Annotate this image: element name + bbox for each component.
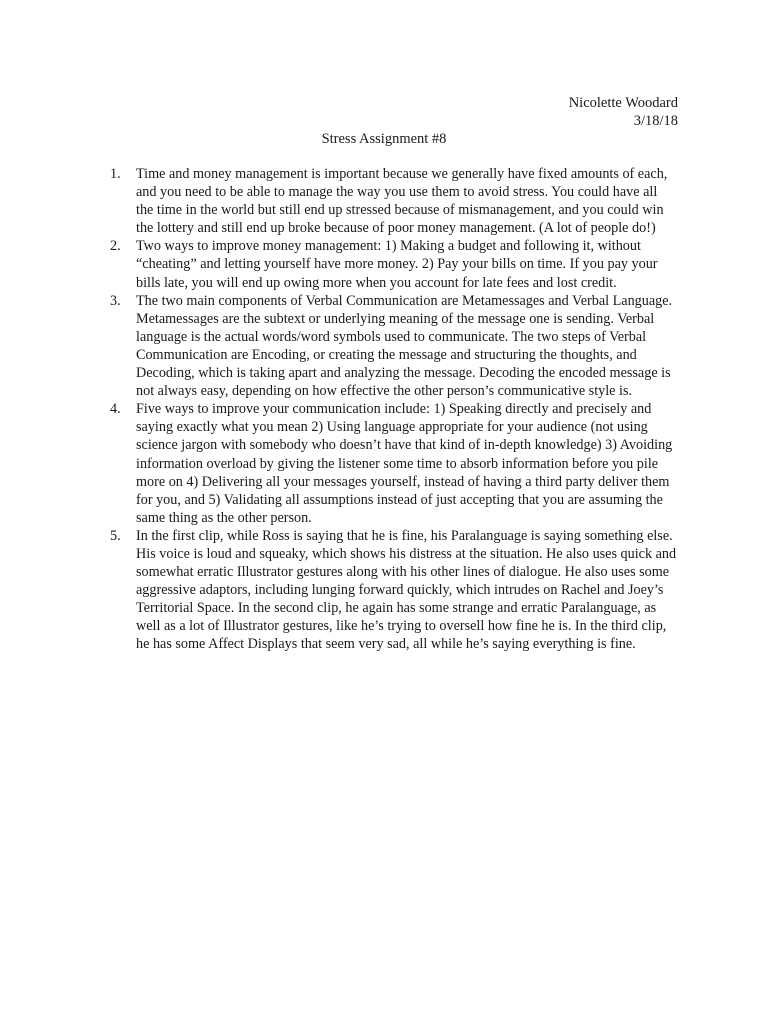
answer-list [110,165,678,654]
item-text: Two ways to improve money management: 1) Making a budget and following it, without “cheating” and letting yourself have more money. 2) Pay your bills on time. If you pay your bills late, you will end up owing more when you account for late fees and lost credit. [136,238,658,291]
author-block [569,94,678,130]
item-number: 3. [110,292,121,309]
item-text: Five ways to improve your communication include: 1) Speaking directly and precisely and saying exactly what you mean 2) Using language appropriate for your audience (not using science jargon with somebody who doesn’t have that kind of in-depth knowledge) 3) Avoiding information overload by giving the listener some time to absorb information before you pile more on 4) Delivering all your messages yourself, instead of having a third party deliver them for you, and 5) Validating all assumptions instead of just accepting that you are assuming the same thing as the other person. [136,401,673,526]
item-number: 1. [110,166,121,182]
item-number: 4. [110,401,121,418]
item-text: In the first clip, while Ross is saying that he is fine, his Paralanguage is saying something else. His voice is loud and squeaky, which shows his distress at the situation. He also uses quick and somewhat erratic Illustrator gestures along with his other lines of dialogue. He also uses some aggressive adaptors, including lunging forward quickly, which intrudes on Rachel and Joey’s Territorial Space. In the second clip, he again has some strange and erratic Paralanguage, as well as a lot of Illustrator gestures, like he’s trying to oversell how fine he is. In the third clip, he has some Affect Displays that seem very sad, all while he’s saying everything is fine. [136,527,677,653]
document-date: 3/18/18 [633,113,678,129]
item-text: The two main components of Verbal Communication are Metamessages and Verbal Language. Metamessages are the subtext or underlying meaning of the message one is sending. Verbal language is the actual words/word symbols used to communicate. The two steps of Verbal Communication are Encoding, or creating the message and structuring the thoughts, and Decoding, which is taking apart and analyzing the message. Decoding the encoded message is not always easy, depending on how effective the other person’s communicative style is. [136,292,673,400]
author-name: Nicolette Woodard [568,95,678,111]
item-number: 5. [110,527,121,544]
list-item [110,527,678,654]
list-item [110,292,678,401]
list-item [110,237,678,291]
item-number: 2. [110,238,121,255]
document-title: Stress Assignment #8 [321,131,447,147]
item-text: Time and money management is important because we generally have fixed amounts of each, and you need to be able to manage the way you use them to avoid stress. You could have all the time in the world but still end up stressed because of mismanagement, and you could win the lottery and still end up broke because of poor money management. (A lot of people do!) [136,166,668,237]
list-item [110,165,678,237]
list-item [110,400,678,527]
